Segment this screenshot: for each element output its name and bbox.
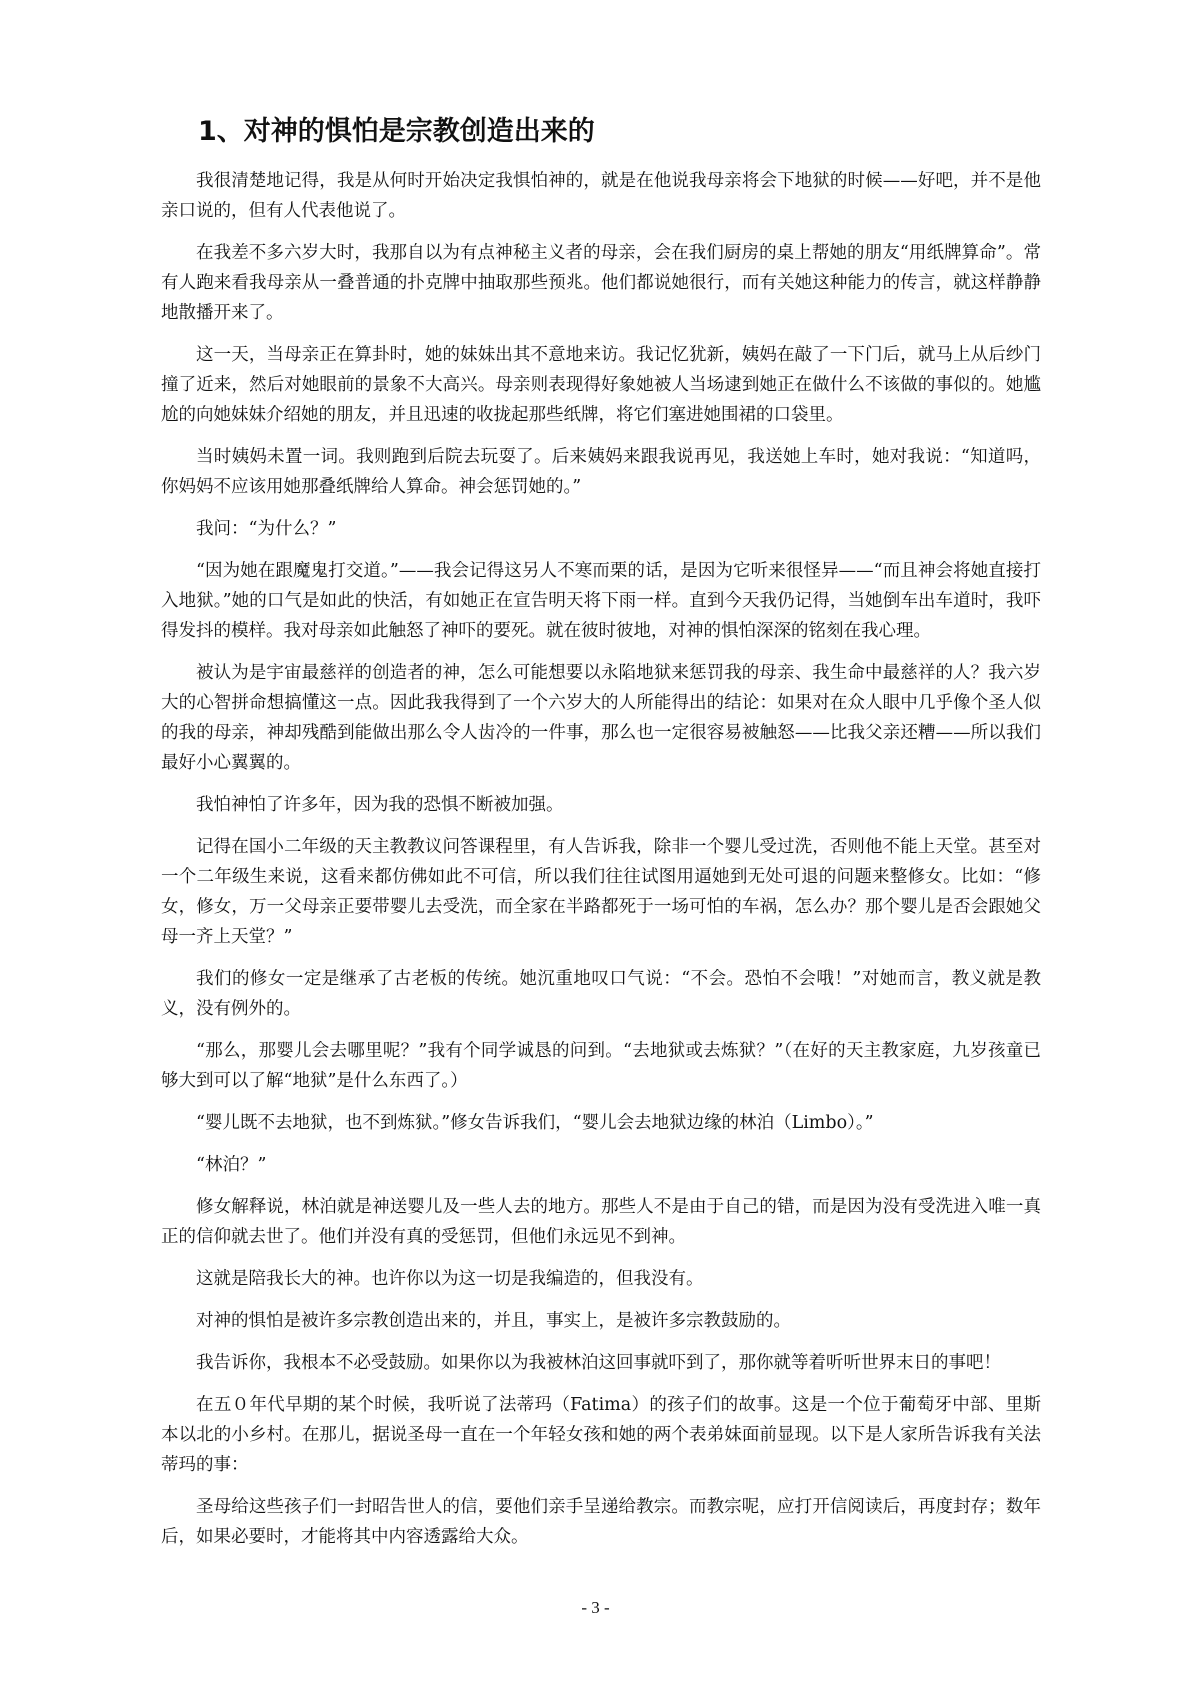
paragraph: 记得在国小二年级的天主教教议问答课程里，有人告诉我，除非一个婴儿受过洗，否则他不能上天堂。甚至对一个二年级生来说，这看来都仿佛如此不可信，所以我们往往试图用逼她到无处可退的问题来整修女。比如：“修女，修女，万一父母亲正要带婴儿去受洗，而全家在半路都死于一场可怕的车祸，怎么办？那个婴儿是否会跟她父母一齐上天堂？” [161,837,1041,947]
paragraph: “那么，那婴儿会去哪里呢？”我有个同学诚恳的问到。“去地狱或去炼狱？”（在好的天主教家庭，九岁孩童已够大到可以了解“地狱”是什么东西了。） [161,1041,1041,1091]
paragraph: 对神的惧怕是被许多宗教创造出来的，并且，事实上，是被许多宗教鼓励的。 [196,1311,791,1331]
page-number: - 3 - [581,1598,610,1617]
paragraph: 当时姨妈未置一词。我则跑到后院去玩耍了。后来姨妈来跟我说再见，我送她上车时，她对我说：“知道吗，你妈妈不应该用她那叠纸牌给人算命。神会惩罚她的。” [161,447,1041,497]
chapter-title: 1、对神的惧怕是宗教创造出来的 [198,116,595,147]
paragraph: 我告诉你，我根本不必受鼓励。如果你以为我被林泊这回事就吓到了，那你就等着听听世界末日的事吧！ [196,1353,1001,1373]
paragraph: 在我差不多六岁大时，我那自以为有点神秘主义者的母亲，会在我们厨房的桌上帮她的朋友“用纸牌算命”。常有人跑来看我母亲从一叠普通的扑克牌中抽取那些预兆。他们都说她很行，而有关她这种能力的传言，就这样静静地散播开来了。 [161,243,1041,323]
paragraph: “因为她在跟魔鬼打交道。”——我会记得这另人不寒而栗的话，是因为它听来很怪异——“而且神会将她直接打入地狱。”她的口气是如此的快活，有如她正在宣告明天将下雨一样。直到今天我仍记得，当她倒车出车道时，我吓得发抖的模样。我对母亲如此触怒了神吓的要死。就在彼时彼地，对神的惧怕深深的铭刻在我心理。 [161,561,1041,641]
paragraph: 在五０年代早期的某个时候，我听说了法蒂玛（Fatima）的孩子们的故事。这是一个位于葡萄牙中部、里斯本以北的小乡村。在那儿，据说圣母一直在一个年轻女孩和她的两个表弟妹面前显现。以下是人家所告诉我有关法蒂玛的事： [161,1395,1041,1475]
paragraph: “林泊？” [196,1155,267,1175]
paragraph: 修女解释说，林泊就是神送婴儿及一些人去的地方。那些人不是由于自己的错，而是因为没有受洗进入唯一真正的信仰就去世了。他们并没有真的受惩罚，但他们永远见不到神。 [161,1197,1041,1247]
paragraph: 我问：“为什么？” [196,519,337,539]
paragraph: 被认为是宇宙最慈祥的创造者的神，怎么可能想要以永陷地狱来惩罚我的母亲、我生命中最慈祥的人？我六岁大的心智拼命想搞懂这一点。因此我我得到了一个六岁大的人所能得出的结论：如果对在众人眼中几乎像个圣人似的我的母亲，神却残酷到能做出那么令人齿冷的一件事，那么也一定很容易被触怒——比我父亲还糟——所以我们最好小心翼翼的。 [161,663,1041,773]
paragraph: 圣母给这些孩子们一封昭告世人的信，要他们亲手呈递给教宗。而教宗呢，应打开信阅读后，再度封存；数年后，如果必要时，才能将其中内容透露给大众。 [161,1497,1041,1547]
paragraph: 我怕神怕了许多年，因为我的恐惧不断被加强。 [196,795,564,815]
body-text [161,166,1041,1564]
paragraph: 这一天，当母亲正在算卦时，她的妹妹出其不意地来访。我记忆犹新，姨妈在敲了一下门后，就马上从后纱门撞了近来，然后对她眼前的景象不大高兴。母亲则表现得好象她被人当场逮到她正在做什么不该做的事似的。她尴尬的向她妹妹介绍她的朋友，并且迅速的收拢起那些纸牌，将它们塞进她围裙的口袋里。 [161,345,1041,425]
paragraph: 这就是陪我长大的神。也许你以为这一切是我编造的，但我没有。 [196,1269,704,1289]
paragraph: 我很清楚地记得，我是从何时开始决定我惧怕神的，就是在他说我母亲将会下地狱的时候——好吧，并不是他亲口说的，但有人代表他说了。 [161,171,1041,221]
paragraph: 我们的修女一定是继承了古老板的传统。她沉重地叹口气说：“不会。恐怕不会哦！”对她而言，教义就是教义，没有例外的。 [161,969,1041,1019]
paragraph: “婴儿既不去地狱，也不到炼狱。”修女告诉我们，“婴儿会去地狱边缘的林泊（Limbo）。” [196,1113,874,1133]
